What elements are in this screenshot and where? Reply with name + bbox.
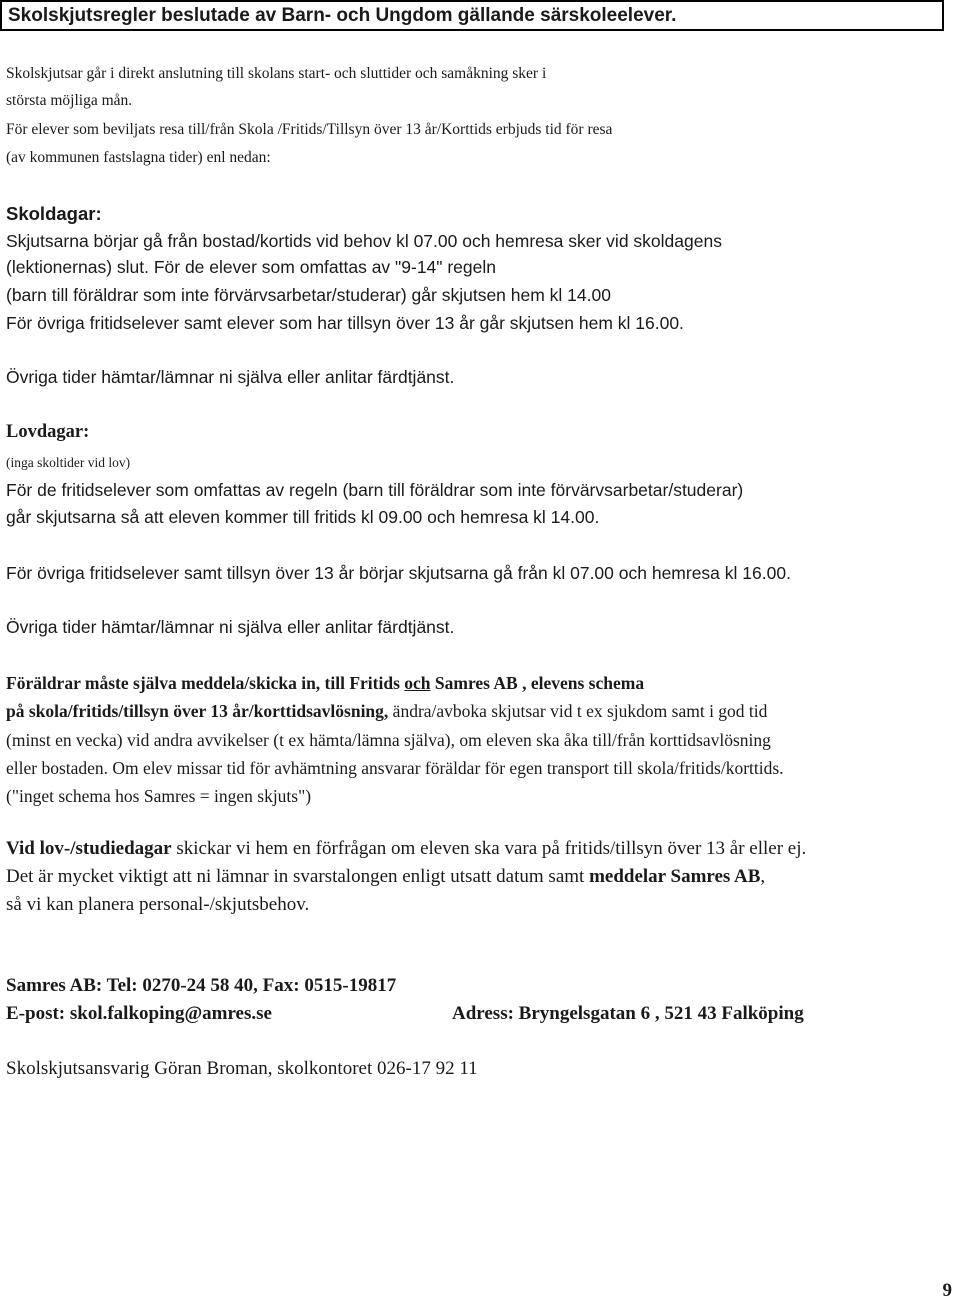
lovdagar-heading: Lovdagar: bbox=[6, 422, 90, 442]
intro-line-4: (av kommunen fastslagna tider) enl nedan: bbox=[6, 149, 271, 166]
skoldagar-line-1: Skjutsarna börjar gå från bostad/kortids vid behov kl 07.00 och hemresa sker vid skoldagens bbox=[6, 231, 722, 251]
lovdagar-line-4: Övriga tider hämtar/lämnar ni själva eller anlitar färdtjänst. bbox=[6, 617, 455, 637]
parents-line-5: ("inget schema hos Samres = ingen skjuts") bbox=[6, 786, 312, 806]
lov-line-2-b: , bbox=[760, 866, 766, 887]
parents-line-1 bbox=[6, 673, 644, 694]
contact-responsible: Skolskjutsansvarig Göran Broman, skolkontoret 026-17 92 11 bbox=[6, 1058, 478, 1079]
parents-line-2-rest: ändra/avboka skjutsar vid t ex sjukdom samt i god tid bbox=[388, 701, 768, 721]
intro-line-2: största möjliga mån. bbox=[6, 92, 133, 109]
page-number: 9 bbox=[942, 1280, 952, 1301]
lov-line-1 bbox=[6, 838, 806, 860]
parents-och: och bbox=[404, 673, 431, 693]
skoldagar-heading: Skoldagar: bbox=[6, 203, 102, 224]
lov-line-2 bbox=[6, 866, 765, 888]
contact-email[interactable]: E-post: skol.falkoping@amres.se bbox=[6, 1003, 272, 1024]
skoldagar-line-5: Övriga tider hämtar/lämnar ni själva eller anlitar färdtjänst. bbox=[6, 367, 455, 387]
lov-line-2-a: Det är mycket viktigt att ni lämnar in svarstalongen enligt utsatt datum samt bbox=[6, 866, 590, 887]
intro-line-3: För elever som beviljats resa till/från Skola /Fritids/Tillsyn över 13 år/Korttids erbjuds tid för resa bbox=[6, 121, 613, 138]
parents-line-2-bold: på skola/fritids/tillsyn över 13 år/korttidsavlösning, bbox=[6, 701, 389, 721]
lov-line-1-rest: skickar vi hem en förfrågan om eleven ska vara på fritids/tillsyn över 13 år eller ej. bbox=[171, 838, 807, 859]
page-title: Skolskjutsregler beslutade av Barn- och Ungdom gällande särskoleelever. bbox=[0, 0, 944, 31]
lov-line-2-bold: meddelar Samres AB bbox=[589, 866, 761, 887]
lovdagar-line-1: För de fritidselever som omfattas av regeln (barn till föräldrar som inte förvärvsarbetar/studerar) bbox=[6, 480, 744, 500]
lovdagar-line-2: går skjutsarna så att eleven kommer till fritids kl 09.00 och hemresa kl 14.00. bbox=[6, 507, 600, 527]
parents-line-1-b: Samres AB , elevens schema bbox=[430, 673, 645, 693]
parents-line-2 bbox=[6, 701, 767, 722]
parents-line-4: eller bostaden. Om elev missar tid för avhämtning ansvarar föräldar för egen transport till skola/fritids/korttids. bbox=[6, 758, 784, 778]
parents-line-1-a: Föräldrar måste själva meddela/skicka in, till Fritids bbox=[6, 673, 405, 693]
lovdagar-note: (inga skoltider vid lov) bbox=[6, 455, 131, 470]
skoldagar-line-4: För övriga fritidselever samt elever som har tillsyn över 13 år går skjutsen hem kl 16.00. bbox=[6, 313, 684, 333]
parents-line-3: (minst en vecka) vid andra avvikelser (t ex hämta/lämna själva), om eleven ska åka till/från korttidsavlösning bbox=[6, 730, 771, 750]
lov-line-3: så vi kan planera personal-/skjutsbehov. bbox=[6, 894, 310, 915]
skoldagar-line-3: (barn till föräldrar som inte förvärvsarbetar/studerar) går skjutsen hem kl 14.00 bbox=[6, 285, 611, 305]
contact-address: Adress: Bryngelsgatan 6 , 521 43 Falköping bbox=[452, 1003, 804, 1024]
lovdagar-line-3: För övriga fritidselever samt tillsyn över 13 år börjar skjutsarna gå från kl 07.00 och hemresa kl 16.00. bbox=[6, 563, 791, 583]
lov-line-1-bold: Vid lov-/studiedagar bbox=[6, 838, 172, 859]
contact-phone: Samres AB: Tel: 0270-24 58 40, Fax: 0515-19817 bbox=[6, 975, 397, 996]
intro-line-1: Skolskjutsar går i direkt anslutning till skolans start- och sluttider och samåkning sker i bbox=[6, 65, 547, 82]
skoldagar-line-2: (lektionernas) slut. För de elever som omfattas av "9-14" regeln bbox=[6, 257, 496, 277]
